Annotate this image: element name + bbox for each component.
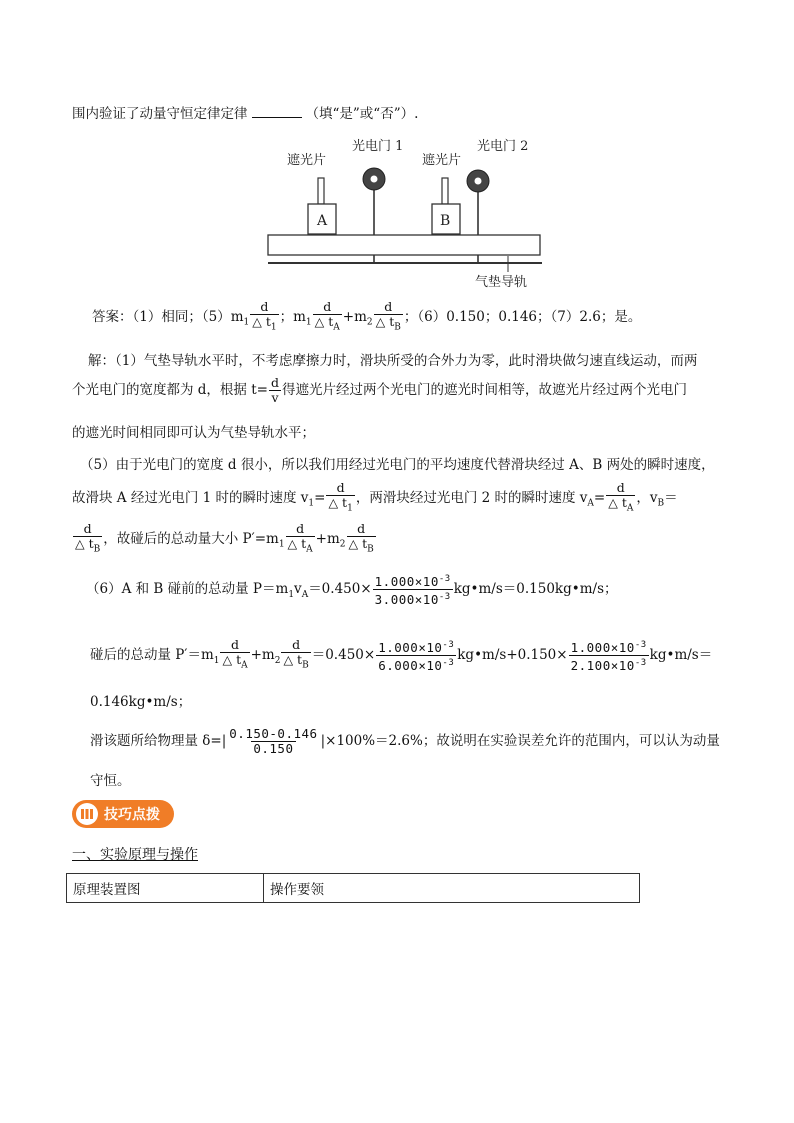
apparatus-figure xyxy=(260,132,560,292)
sol-p1-line2-b: 得遮光片经过两个光电门的遮光时间相等，故遮光片经过两个光电门 xyxy=(281,382,687,398)
label-shade-2: 遮光片 xyxy=(422,153,462,168)
intro-text: 围内验证了动量守恒定律定律 xyxy=(72,106,248,122)
frac-d-dta: $\frac{d}{\triangle t_A}$ xyxy=(314,299,340,333)
frac-va: $\frac{d}{\triangle t_A}$ xyxy=(608,480,634,514)
sol-p1-line2 xyxy=(72,376,687,405)
frac-p-before: $\frac{1.000\times 10^{-3}}{3.000\times 10^{-3}}$ xyxy=(374,574,451,608)
section-heading: 一、实验原理与操作 xyxy=(72,847,198,863)
sol-p5-line3-text: ，故碰后的总动量大小 P′=m xyxy=(103,530,279,547)
sol-p1-line3: 的遮光时间相同即可认为气垫导轨水平； xyxy=(72,425,315,441)
intro-hint: （填“是”或“否”）. xyxy=(305,106,419,122)
sol-p7-line2: 守恒。 xyxy=(90,773,131,789)
gate-1-lens xyxy=(371,176,378,183)
air-track xyxy=(268,235,540,255)
sol-p1-line2-a: 个光电门的宽度都为 d，根据 t= xyxy=(72,382,268,398)
table-header-diagram: 原理装置图 xyxy=(67,874,264,903)
tips-badge xyxy=(72,800,174,828)
sol-p5-line2-b: ，两滑块经过光电门 2 时的瞬时速度 v xyxy=(355,489,588,506)
sol-p1-line1: 解：（1）气垫导轨水平时，不考虑摩擦力时，滑块所受的合外力为零，此时滑块做匀速直线运动，而两 xyxy=(88,353,698,369)
block-b-label: B xyxy=(440,213,451,229)
sol-p6-line2-c: kg•m/s+0.150× xyxy=(457,647,568,664)
sol-p6-line1-unit: kg•m/s＝0.150kg•m/s； xyxy=(453,581,618,598)
answer-rest: ；（6）0.150；0.146；（7）2.6；是。 xyxy=(403,308,642,325)
intro-line xyxy=(72,102,418,122)
frac-d-dtb: $\frac{d}{\triangle t_B}$ xyxy=(375,299,401,333)
table-row xyxy=(67,874,640,903)
label-track: 气垫导轨 xyxy=(475,275,528,290)
sol-p6-line1-a: （6）A 和 B 碰前的总动量 P＝m xyxy=(86,581,289,598)
sol-p6-line2-b: ＝0.450× xyxy=(311,647,376,664)
frac-after-1: $\frac{1.000\times 10^{-3}}{6.000\times 10^{-3}}$ xyxy=(378,640,455,674)
label-gate-1: 光电门 1 xyxy=(352,139,404,154)
answer-prefix: 答案：（1）相同；（5） xyxy=(92,308,231,325)
block-a-label: A xyxy=(317,213,328,229)
frac-den: △ $t_1$ xyxy=(252,314,277,333)
gate-2-lens xyxy=(475,178,482,185)
label-shade-1: 遮光片 xyxy=(287,153,327,168)
sol-p5-line2: 故滑块 A 经过光电门 1 时的瞬时速度 $v_1=$ $\frac{d}{\triangle t_1}$ ，两滑块经过光电门 2 时的瞬时速度 $v_A=$ $\frac{d}{\triangle t_A}$ ，$v_B=$ xyxy=(72,480,678,514)
frac-v1: $\frac{d}{\triangle t_1}$ xyxy=(328,480,353,514)
frac-after-2: $\frac{1.000\times 10^{-3}}{2.100\times 10^{-3}}$ xyxy=(570,640,647,674)
sol-p5-line3: $\frac{d}{\triangle t_B}$ ，故碰后的总动量大小 $P'=m_1$ $\frac{d}{\triangle t_A}$ $+m_2$ $\frac{d}{\triangle t_B}$ xyxy=(75,521,374,555)
principle-table xyxy=(66,873,640,903)
shade-flag-b xyxy=(442,178,448,204)
shade-flag-a xyxy=(318,178,324,204)
frac-p-b: $\frac{d}{\triangle t_B}$ xyxy=(348,521,374,555)
sol-p7-line1-b: |×100%＝2.6%；故说明在实验误差允许的范围内，可以认为动量 xyxy=(320,733,720,749)
sol-p6-line1: （6）A 和 B 碰前的总动量 $P=m_1v_A=0.450\times$ $\frac{1.000\times 10^{-3}}{3.000\times 10^{-3}}$ kg•m/s＝0.150kg•m/s； xyxy=(86,574,618,608)
sol-p6-line2-unit: kg•m/s＝ xyxy=(649,647,713,664)
answer-blank[interactable] xyxy=(252,105,302,118)
frac-p-after-a: $\frac{d}{\triangle t_A}$ xyxy=(222,637,248,671)
frac-p-after-b: $\frac{d}{\triangle t_B}$ xyxy=(283,637,309,671)
sol-p6-line2: 碰后的总动量 $P'=m_1$ $\frac{d}{\triangle t_A}$ $+m_2$ $\frac{d}{\triangle t_B}$ ＝0.450× $\frac{1.000\times 10^{-3}}{6.000\times 10^{-3}}$ kg•m/s+0.150× $\frac{1.000\times 10^{-3}}{2.100\times 10^{-3}}$ kg•m/s＝ xyxy=(90,637,713,674)
frac-d-v: $\frac{d}{v}$ xyxy=(270,375,279,405)
sol-p5-line2-a: 故滑块 A 经过光电门 1 时的瞬时速度 v xyxy=(72,489,309,506)
frac-d-dt1 xyxy=(250,300,278,335)
frac-delta: $\frac{0.150-0.146}{0.150}$ xyxy=(229,726,318,756)
sol-p7-line1 xyxy=(90,727,720,756)
answer-line: 答案：（1）相同；$(5)m_1$ $\frac{d}{\triangle t_1}$ ；$m_1$ $\frac{d}{\triangle t_A}$ $+m_2$ $\frac{d}{\triangle t_B}$ ；（6）0.150；0.146；（7）2.6；是。 xyxy=(92,299,642,333)
frac-p-a: $\frac{d}{\triangle t_A}$ xyxy=(287,521,313,555)
sol-p5-line1: （5）由于光电门的宽度 d 很小，所以我们用经过光电门的平均速度代替滑块经过 A、B 两处的瞬时速度， xyxy=(80,457,715,473)
frac-num: d xyxy=(260,299,269,314)
frac-vb: $\frac{d}{\triangle t_B}$ xyxy=(75,521,101,555)
sol-p6-line2-a: 碰后的总动量 P′＝m xyxy=(90,647,214,664)
label-gate-2: 光电门 2 xyxy=(477,139,529,154)
sol-p6-line1-b: ＝0.450× xyxy=(308,581,372,598)
tips-badge-label: 技巧点拨 xyxy=(104,807,160,823)
sol-p6-line3: 0.146kg•m/s； xyxy=(90,694,192,710)
sol-p7-line1-a: 滑该题所给物理量 δ=| xyxy=(90,733,227,749)
table-header-operation: 操作要领 xyxy=(264,874,640,903)
books-icon xyxy=(76,803,98,825)
